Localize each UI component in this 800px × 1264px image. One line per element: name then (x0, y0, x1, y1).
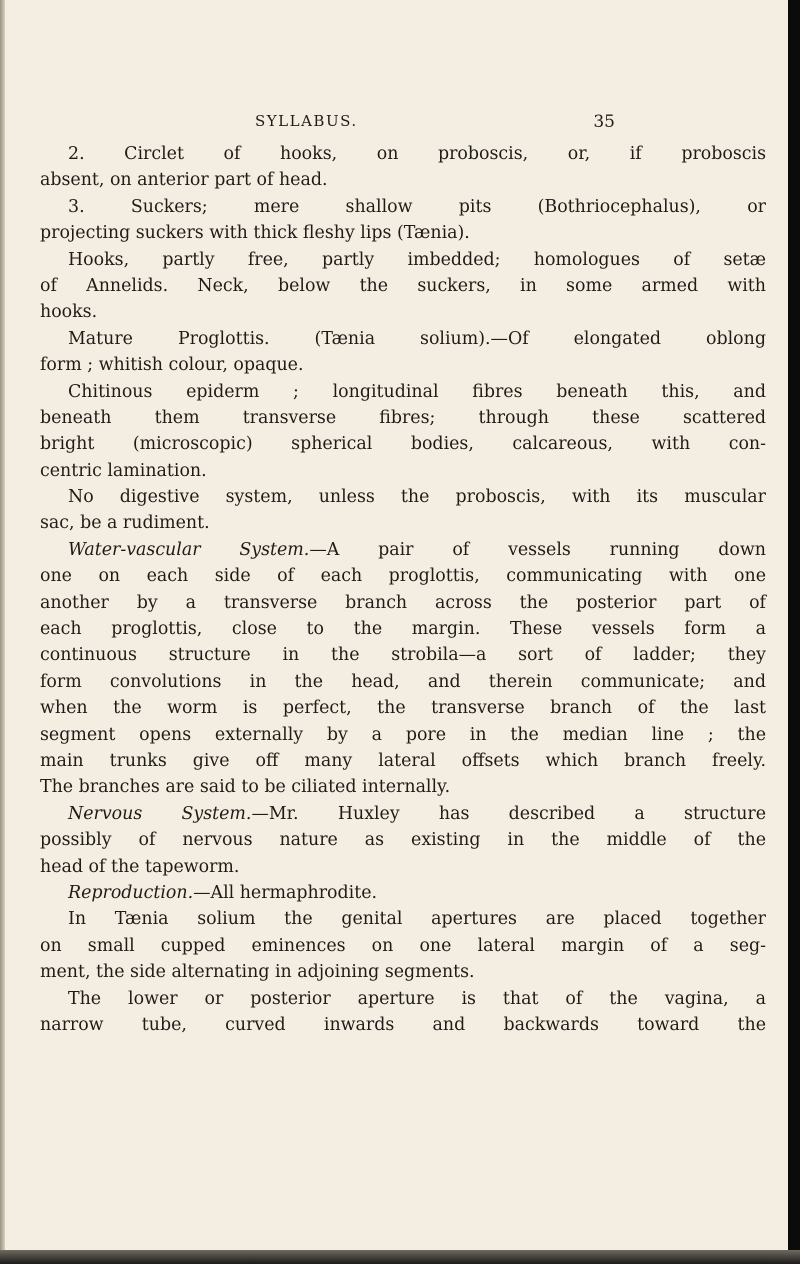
text-line: form convolutions in the head, and therein communicate; and (40, 671, 766, 692)
text-line: Mature Proglottis. (Tænia solium).—Of elongated oblong (68, 328, 766, 349)
text-line: beneath them transverse fibres; through these scattered (40, 407, 766, 428)
text-line: Chitinous epiderm ; longitudinal fibres beneath this, and (68, 381, 766, 402)
text-line: another by a transverse branch across the posterior part of (40, 592, 766, 613)
page-bottom-edge (0, 1250, 800, 1264)
text-line: head of the tapeworm. (40, 856, 240, 877)
text-line: one on each side of each proglottis, communicating with one (40, 566, 766, 587)
text-line: sac, be a rudiment. (40, 513, 210, 534)
text-line: of Annelids. Neck, below the suckers, in some armed with (40, 275, 766, 296)
page-number: 35 (593, 112, 615, 132)
page-left-edge (0, 0, 5, 1264)
text-line: continuous structure in the strobila—a sort of ladder; they (40, 645, 766, 666)
running-head (255, 112, 615, 140)
text-line: hooks. (40, 302, 98, 323)
body-text (40, 141, 766, 1038)
text-line: Water-vascular System.—A pair of vessels running down (68, 539, 766, 560)
text-line: on small cupped eminences on one lateral margin of a seg- (40, 935, 766, 956)
text-line: The branches are said to be ciliated internally. (40, 777, 451, 798)
text-line: No digestive system, unless the proboscis, with its muscular (68, 487, 766, 508)
text-line: absent, on anterior part of head. (40, 170, 328, 191)
text-line: each proglottis, close to the margin. These vessels form a (40, 619, 766, 640)
text-line: form ; whitish colour, opaque. (40, 355, 304, 376)
text-line: main trunks give off many lateral offsets which branch freely. (40, 750, 766, 771)
text-line: narrow tube, curved inwards and backwards toward the (40, 1014, 766, 1035)
text-line: Reproduction.—All hermaphrodite. (68, 882, 378, 903)
running-head-title: SYLLABUS. (255, 112, 358, 130)
text-line: projecting suckers with thick fleshy lips (Tænia). (40, 223, 470, 244)
text-line: Hooks, partly free, partly imbedded; homologues of setæ (68, 249, 766, 270)
text-line: possibly of nervous nature as existing in the middle of the (40, 830, 766, 851)
text-line: 2. Circlet of hooks, on proboscis, or, if proboscis (68, 144, 766, 164)
text-line: when the worm is perfect, the transverse branch of the last (40, 698, 766, 719)
page-right-edge (788, 0, 800, 1264)
text-line: In Tænia solium the genital apertures are placed together (68, 909, 766, 930)
text-line: Nervous System.—Mr. Huxley has described a structure (68, 803, 766, 824)
text-line: bright (microscopic) spherical bodies, calcareous, with con- (40, 434, 766, 455)
text-line: ment, the side alternating in adjoining segments. (40, 962, 475, 983)
text-line: The lower or posterior aperture is that of the vagina, a (68, 988, 766, 1009)
text-line: segment opens externally by a pore in the median line ; the (40, 724, 766, 745)
text-line: 3. Suckers; mere shallow pits (Bothriocephalus), or (68, 196, 766, 217)
text-line: centric lamination. (40, 460, 207, 481)
